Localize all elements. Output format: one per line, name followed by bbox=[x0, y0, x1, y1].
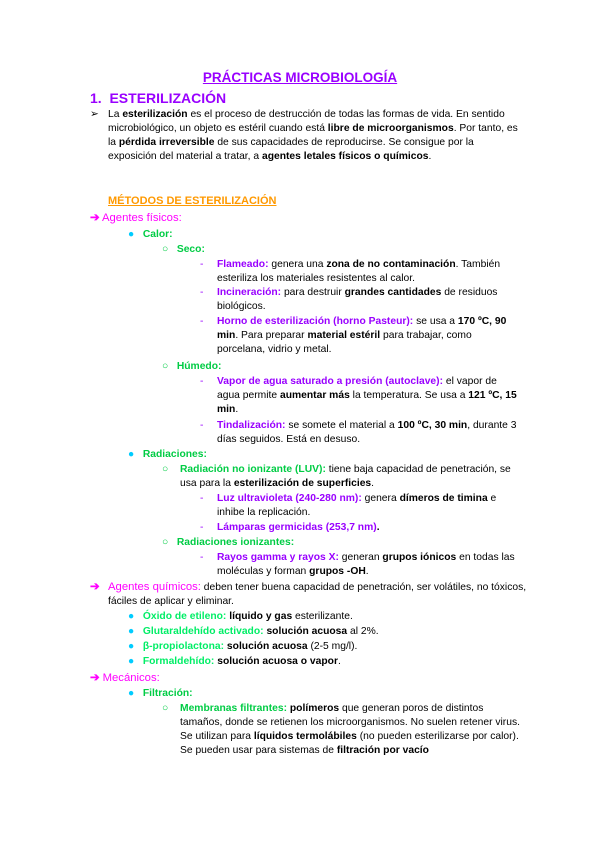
radiation-label: Radiaciones: bbox=[142, 449, 207, 460]
circle-bullet-icon: ○ bbox=[162, 537, 169, 548]
circle-bullet-icon: ○ bbox=[162, 464, 169, 475]
section-heading bbox=[90, 91, 226, 105]
autoclave-text: Vapor de agua saturado a presión (autoclave): el vapor de agua permite aumentar más la temperatura. Se usa a 121 ºC, 15 min. bbox=[217, 376, 517, 415]
dry-heat-label: Seco: bbox=[176, 244, 205, 255]
autoclave-item bbox=[200, 375, 520, 417]
uv-light-item bbox=[200, 492, 520, 520]
non-ionizing-text: Radiación no ionizante (LUV): tiene baja capacidad de penetración, se usa para la esterilización de superficies. bbox=[180, 464, 511, 489]
section-title: ESTERILIZACIÓN bbox=[109, 90, 227, 106]
dot-bullet-icon: ● bbox=[128, 611, 135, 622]
chemical-item: ● Glutaraldehído activado: solución acuosa al 2%. bbox=[128, 626, 379, 637]
germicidal-lamps-text: Lámparas germicidas (253,7 nm). bbox=[217, 522, 380, 533]
arrow-bullet-icon: ➔ bbox=[90, 212, 100, 224]
membranes-item bbox=[162, 702, 522, 758]
dash-bullet-icon: - bbox=[200, 420, 204, 431]
horno-item bbox=[200, 315, 520, 357]
tindalizacion-item bbox=[200, 419, 520, 447]
dash-bullet-icon: - bbox=[200, 316, 204, 327]
dot-bullet-icon: ● bbox=[128, 626, 135, 637]
germicidal-lamps-item bbox=[200, 521, 520, 535]
membranes-text: Membranas filtrantes: polímeros que generan poros de distintos tamaños, donde se retienen los microorganismos. No suelen retener virus. Se utilizan para líquidos termolábiles (no pueden esterilizarse por calor). Se pueden usar para sistemas de filtración por vacío bbox=[180, 703, 520, 756]
flameado-text: Flameado: genera una zona de no contaminación. También esteriliza los materiales resistentes al calor. bbox=[217, 259, 501, 284]
page-title: PRÁCTICAS MICROBIOLOGÍA bbox=[202, 70, 398, 85]
chemical-agents-text: Agentes químicos: deben tener buena capacidad de penetración, ser volátiles, no tóxicos, fáciles de aplicar y eliminar. bbox=[108, 581, 527, 607]
uv-light-text: Luz ultravioleta (240-280 nm): genera dímeros de timina e inhibe la replicación. bbox=[217, 493, 497, 518]
radiation-item bbox=[128, 448, 207, 462]
circle-bullet-icon: ○ bbox=[162, 244, 169, 255]
non-ionizing-item bbox=[162, 463, 522, 491]
wet-heat-label: Húmedo: bbox=[176, 361, 222, 372]
flameado-item bbox=[200, 258, 520, 286]
dash-bullet-icon: - bbox=[200, 522, 204, 533]
dot-bullet-icon: ● bbox=[128, 449, 135, 460]
arrow-bullet-icon: ➔ bbox=[90, 672, 100, 684]
tindalizacion-text: Tindalización: se somete el material a 100 ºC, 30 min, durante 3 días seguidos. Está en desuso. bbox=[217, 420, 517, 445]
circle-bullet-icon: ○ bbox=[162, 703, 169, 714]
heat-label: Calor: bbox=[142, 229, 173, 240]
mechanical-label: Mecánicos: bbox=[102, 672, 160, 684]
intro-text: La esterilización es el proceso de destrucción de todas las formas de vida. En sentido microbiológico, un objeto es estéril cuando está libre de microorganismos. Por tanto, es la pérdida irreversible de sus capacidades de reproducirse. Se consigue por la exposición del material a tratar, a agentes letales físicos o químicos. bbox=[108, 109, 518, 162]
horno-text: Horno de esterilización (horno Pasteur): se usa a 170 ºC, 90 min. Para preparar material estéril para trabajar, como porcelana, vidrio y metal. bbox=[217, 316, 507, 355]
chemical-item: ● β-propiolactona: solución acuosa (2-5 mg/l). bbox=[128, 641, 358, 652]
incineracion-item bbox=[200, 286, 520, 314]
arrowhead-bullet-icon: ➢ bbox=[90, 109, 99, 120]
ionizing-item bbox=[162, 536, 294, 550]
arrow-bullet-icon: ➔ bbox=[90, 581, 100, 593]
gamma-rays-item bbox=[200, 551, 520, 579]
dash-bullet-icon: - bbox=[200, 287, 204, 298]
methods-heading: MÉTODOS DE ESTERILIZACIÓN bbox=[108, 195, 277, 207]
dash-bullet-icon: - bbox=[200, 259, 204, 270]
filtration-label: Filtración: bbox=[142, 688, 193, 699]
physical-agents-label: Agentes físicos: bbox=[101, 212, 182, 224]
filtration-item bbox=[128, 687, 193, 701]
mechanical-item bbox=[90, 671, 160, 685]
gamma-rays-text: Rayos gamma y rayos X: generan grupos iónicos en todas las moléculas y forman grupos -OH. bbox=[217, 552, 515, 577]
heat-item bbox=[128, 228, 173, 242]
section-number: 1. bbox=[90, 90, 102, 106]
dash-bullet-icon: - bbox=[200, 376, 204, 387]
ionizing-label: Radiaciones ionizantes: bbox=[176, 537, 295, 548]
dot-bullet-icon: ● bbox=[128, 656, 135, 667]
chemical-agents-item bbox=[90, 580, 530, 609]
chemical-item: ● Formaldehído: solución acuosa o vapor. bbox=[128, 656, 341, 667]
dry-heat-item bbox=[162, 243, 205, 257]
dot-bullet-icon: ● bbox=[128, 641, 135, 652]
dot-bullet-icon: ● bbox=[128, 229, 135, 240]
dot-bullet-icon: ● bbox=[128, 688, 135, 699]
dash-bullet-icon: - bbox=[200, 493, 204, 504]
physical-agents-item bbox=[90, 211, 182, 225]
incineracion-text: Incineración: para destruir grandes cantidades de residuos biológicos. bbox=[217, 287, 498, 312]
intro-paragraph bbox=[90, 108, 520, 164]
circle-bullet-icon: ○ bbox=[162, 361, 169, 372]
dash-bullet-icon: - bbox=[200, 552, 204, 563]
chemical-item: ● Óxido de etileno: líquido y gas esterilizante. bbox=[128, 611, 353, 622]
wet-heat-item bbox=[162, 360, 221, 374]
